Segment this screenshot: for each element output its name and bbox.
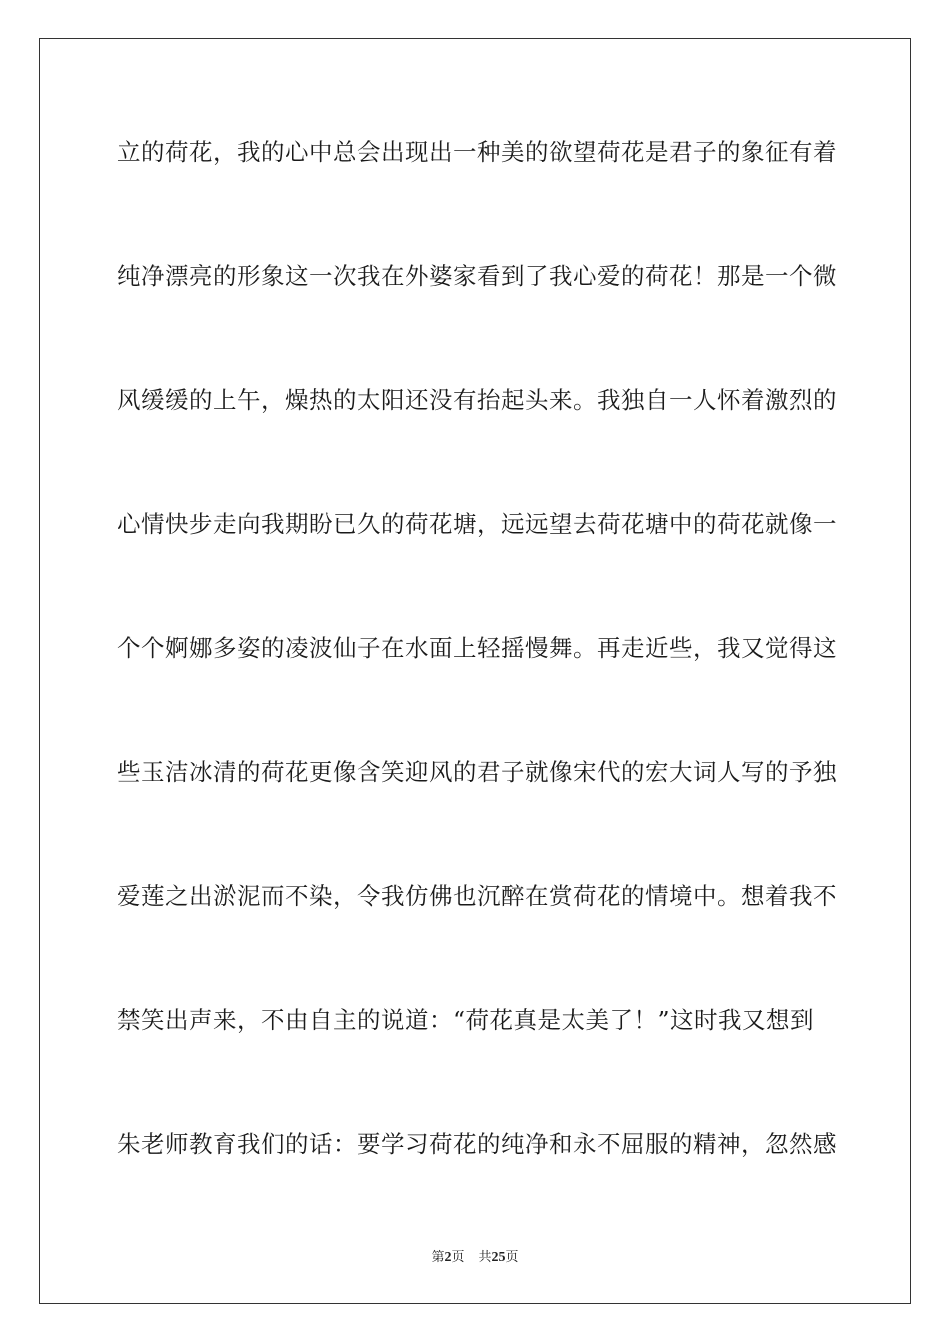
total-pages-number: 25 [491,1250,506,1265]
total-prefix: 共 [478,1250,492,1265]
text-line-4: 心情快步走向我期盼已久的荷花塘，远远望去荷花塘中的荷花就像一 [117,510,837,538]
text-line-2: 纯净漂亮的形象这一次我在外婆家看到了我心爱的荷花！那是一个微 [117,262,837,290]
text-line-1: 立的荷花，我的心中总会出现出一种美的欲望荷花是君子的象征有着 [117,138,837,166]
page-footer [0,1246,950,1266]
current-page-number: 2 [444,1250,452,1265]
page-suffix: 页 [451,1250,465,1265]
text-line-9: 朱老师教育我们的话：要学习荷花的纯净和永不屈服的精神，忽然感 [117,1130,837,1158]
text-line-8: 禁笑出声来，不由自主的说道：“荷花真是太美了！”这时我又想到 [117,1006,815,1034]
document-body [117,124,837,1240]
page-prefix: 第 [431,1250,445,1265]
total-suffix: 页 [505,1250,519,1265]
text-line-6: 些玉洁冰清的荷花更像含笑迎风的君子就像宋代的宏大词人写的予独 [117,758,837,786]
text-line-7: 爱莲之出淤泥而不染，令我仿佛也沉醉在赏荷花的情境中。想着我不 [117,882,837,910]
text-line-3: 风缓缓的上午，燥热的太阳还没有抬起头来。我独自一人怀着激烈的 [117,386,837,414]
text-line-5: 个个婀娜多姿的凌波仙子在水面上轻摇慢舞。再走近些，我又觉得这 [117,634,837,662]
